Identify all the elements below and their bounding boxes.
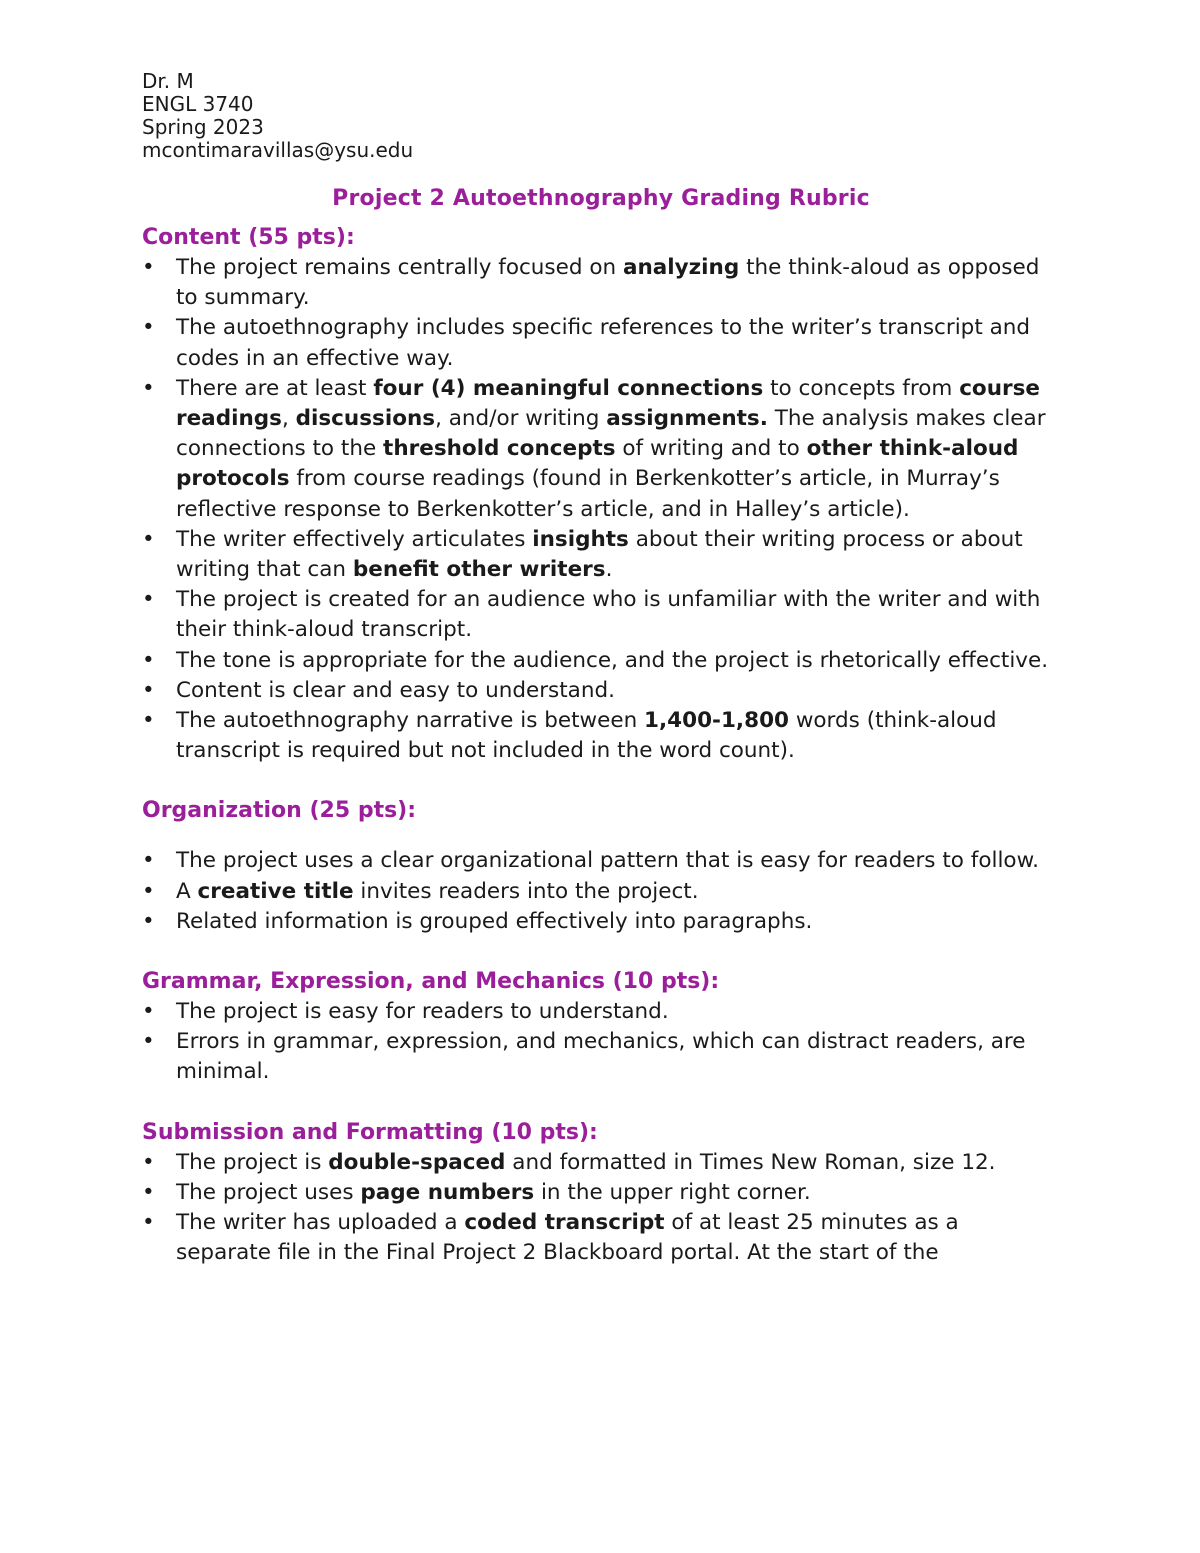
content-criteria-list	[142, 253, 1060, 766]
item-text: .	[605, 557, 613, 583]
list-item	[142, 676, 1060, 706]
item-text: of writing and to	[615, 436, 807, 462]
item-text: the think-aloud as opposed to summary.	[176, 255, 1040, 311]
list-item	[142, 253, 1060, 313]
item-text: Errors in grammar, expression, and mechanics, which can distract readers, are minimal.	[176, 1029, 1026, 1085]
list-item	[142, 907, 1060, 937]
item-emphasis: benefit other writers	[352, 557, 606, 583]
spacer	[142, 826, 1060, 846]
bullet-icon: •	[142, 1029, 155, 1055]
section-heading-grammar: Grammar, Expression, and Mechanics (10 pts):	[142, 969, 720, 995]
item-text: in the upper right corner.	[534, 1179, 811, 1205]
organization-criteria-list	[142, 846, 1060, 937]
bullet-icon: •	[142, 1149, 155, 1175]
item-emphasis: threshold concepts	[383, 436, 616, 462]
item-text: There are at least	[176, 375, 374, 401]
bullet-icon: •	[142, 587, 155, 613]
item-text: of at least 25 minutes as a separate file in the Final Project 2 Blackboard portal. At the start of the	[176, 1210, 959, 1266]
item-text: The tone is appropriate for the audience, and the project is rhetorically effective.	[176, 647, 1049, 673]
list-item	[142, 525, 1060, 585]
item-emphasis: analyzing	[622, 255, 740, 280]
bullet-icon: •	[142, 526, 155, 552]
item-emphasis: 1,400-1,800	[644, 708, 789, 734]
item-text: words (think-aloud transcript is required but not included in the word count).	[176, 708, 997, 764]
item-emphasis: coded transcript	[464, 1210, 665, 1236]
item-emphasis: page numbers	[360, 1179, 535, 1205]
item-emphasis: four (4) meaningful connections	[373, 375, 764, 401]
section-heading-submission: Submission and Formatting (10 pts):	[142, 1119, 598, 1145]
list-item	[142, 706, 1060, 766]
item-text: The project is created for an audience who is unfamiliar with the writer and with their think-aloud transcript.	[176, 587, 1041, 643]
list-item	[142, 877, 1060, 907]
section-heading-organization: Organization (25 pts):	[142, 798, 417, 824]
instructor-name: Dr. M	[142, 69, 194, 93]
bullet-icon: •	[142, 647, 155, 673]
bullet-icon: •	[142, 375, 155, 401]
item-text: and formatted in Times New Roman, size 12.	[505, 1149, 996, 1175]
item-text: The project remains centrally focused on	[176, 255, 623, 280]
bullet-icon: •	[142, 677, 155, 703]
item-text: The autoethnography narrative is between	[176, 708, 645, 734]
bullet-icon: •	[142, 1179, 155, 1205]
item-text: The project uses	[176, 1179, 361, 1205]
list-item	[142, 997, 1060, 1027]
spacer	[142, 937, 1060, 967]
item-text: Content is clear and easy to understand.	[176, 677, 615, 703]
bullet-icon: •	[142, 255, 155, 280]
item-text: The writer effectively articulates	[176, 526, 533, 552]
grammar-criteria-list	[142, 997, 1060, 1088]
item-text: The autoethnography includes specific references to the writer’s transcript and codes in an effective way.	[176, 315, 1031, 371]
list-item	[142, 646, 1060, 676]
item-text: to concepts from	[763, 375, 960, 401]
spacer	[142, 1088, 1060, 1118]
header-block	[142, 70, 1060, 162]
list-item	[142, 585, 1060, 645]
document-title: Project 2 Autoethnography Grading Rubric	[332, 186, 870, 211]
item-text: invites readers into the project.	[353, 878, 699, 904]
item-emphasis: insights	[532, 526, 629, 552]
item-text: , and/or writing	[435, 406, 607, 432]
section-heading-content: Content (55 pts):	[142, 225, 355, 250]
item-emphasis: other think-aloud protocols	[176, 436, 1019, 492]
item-emphasis: discussions	[295, 406, 436, 432]
list-item	[142, 374, 1060, 525]
bullet-icon: •	[142, 848, 155, 874]
item-emphasis: double-spaced	[328, 1149, 506, 1175]
bullet-icon: •	[142, 878, 155, 904]
list-item	[142, 1178, 1060, 1208]
submission-criteria-list	[142, 1148, 1060, 1269]
item-text: The writer has uploaded a	[176, 1210, 465, 1236]
item-text: The project is easy for readers to understand.	[176, 999, 669, 1025]
item-text: from course readings (found in Berkenkotter’s article, in Murray’s reflective response to Berkenkotter’s article, and in Halley’s article).	[176, 466, 1000, 522]
bullet-icon: •	[142, 315, 155, 341]
term: Spring 2023	[142, 115, 264, 139]
bullet-icon: •	[142, 908, 155, 934]
item-emphasis: creative title	[197, 878, 354, 904]
item-text: A	[176, 878, 198, 904]
item-text: The project uses a clear organizational pattern that is easy for readers to follow.	[176, 848, 1040, 874]
item-emphasis: course readings	[176, 375, 1040, 432]
list-item	[142, 846, 1060, 876]
bullet-icon: •	[142, 1210, 155, 1236]
item-emphasis: assignments.	[606, 406, 768, 432]
list-item	[142, 1208, 1060, 1268]
list-item	[142, 1027, 1060, 1087]
item-text: Related information is grouped effectively into paragraphs.	[176, 908, 813, 934]
bullet-icon: •	[142, 708, 155, 734]
list-item	[142, 313, 1060, 373]
item-text: The analysis makes clear connections to the	[176, 406, 1046, 462]
item-text: ,	[281, 406, 296, 432]
course-code: ENGL 3740	[142, 92, 254, 116]
spacer	[142, 766, 1060, 796]
item-text: about their writing process or about writing that can	[176, 526, 1023, 583]
instructor-email: mcontimaravillas@ysu.edu	[142, 138, 414, 162]
list-item	[142, 1148, 1060, 1178]
bullet-icon: •	[142, 999, 155, 1025]
item-text: The project is	[176, 1149, 329, 1175]
